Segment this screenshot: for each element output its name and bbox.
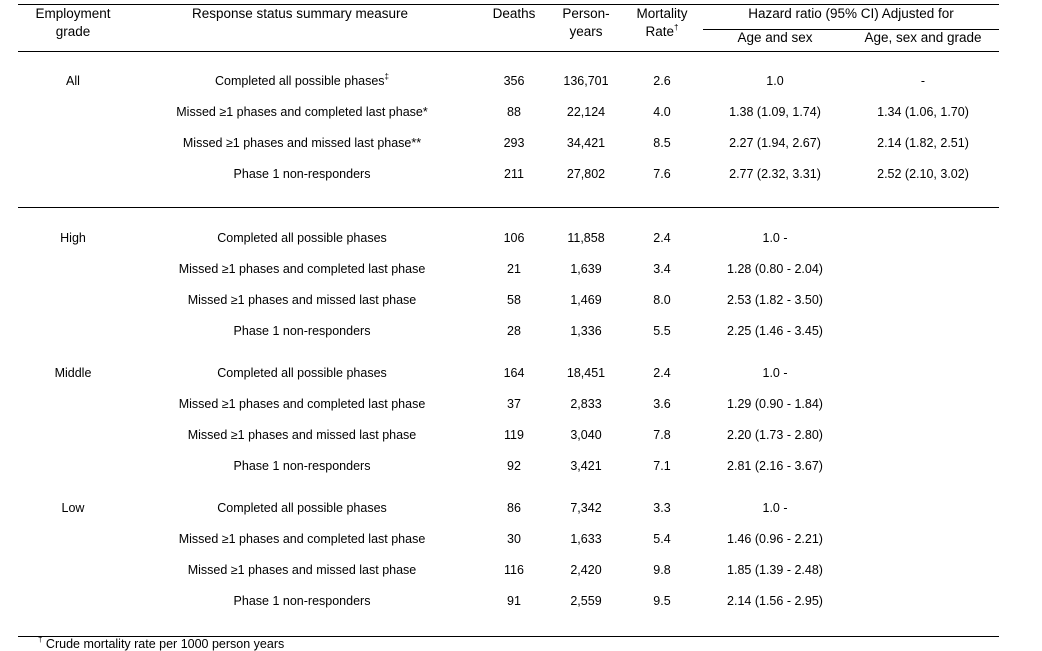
mortality-rate-value: 5.4 bbox=[653, 532, 671, 546]
deaths-value: 106 bbox=[503, 231, 525, 245]
measure-text: Completed all possible phases bbox=[215, 74, 385, 88]
measure-text: Phase 1 non-responders bbox=[233, 594, 371, 608]
header-mortality-rate: Mortality Rate† bbox=[636, 6, 688, 39]
mortality-rate-value: 7.1 bbox=[653, 459, 671, 473]
mortality-rate-value: 2.4 bbox=[653, 231, 671, 245]
hazard-ratio-age-sex: 2.53 (1.82 - 3.50) bbox=[727, 293, 823, 307]
hazard-ratio-age-sex: 1.29 (0.90 - 1.84) bbox=[727, 397, 823, 411]
hazard-ratio-age-sex: 1.85 (1.39 - 2.48) bbox=[727, 563, 823, 577]
deaths-value: 164 bbox=[503, 366, 525, 380]
header-response-status: Response status summary measure bbox=[191, 6, 409, 21]
hazard-ratio-age-sex: 2.14 (1.56 - 2.95) bbox=[727, 594, 823, 608]
response-status-measure bbox=[179, 262, 426, 276]
header-person-years: Person- years bbox=[562, 6, 610, 39]
person-years-value: 7,342 bbox=[570, 501, 602, 515]
deaths-value: 28 bbox=[507, 324, 521, 338]
dagger-mark: † bbox=[674, 22, 679, 32]
mortality-rate-value: 7.6 bbox=[653, 167, 671, 181]
deaths-value: 21 bbox=[507, 262, 521, 276]
response-status-measure bbox=[179, 397, 426, 411]
measure-text: Phase 1 non-responders bbox=[233, 167, 371, 181]
employment-grade-label: Middle bbox=[54, 366, 92, 380]
mortality-rate-value: 9.5 bbox=[653, 594, 671, 608]
employment-grade-label: Low bbox=[61, 501, 85, 515]
person-years-value: 3,421 bbox=[570, 459, 602, 473]
header-bottom-rule bbox=[18, 51, 999, 52]
mortality-rate-value: 3.6 bbox=[653, 397, 671, 411]
person-years-value: 1,469 bbox=[570, 293, 602, 307]
mortality-rate-value: 8.0 bbox=[653, 293, 671, 307]
hazard-ratio-age-sex: 2.81 (2.16 - 3.67) bbox=[727, 459, 823, 473]
measure-text: Missed ≥1 phases and completed last phase* bbox=[176, 105, 428, 119]
response-status-measure bbox=[188, 563, 417, 577]
header-age-sex-grade: Age, sex and grade bbox=[864, 30, 982, 45]
section-rule bbox=[18, 207, 999, 208]
hazard-ratio-age-sex-grade: - bbox=[920, 74, 926, 88]
double-dagger-mark: ‡ bbox=[384, 71, 389, 81]
person-years-value: 34,421 bbox=[566, 136, 606, 150]
person-years-value: 136,701 bbox=[563, 74, 609, 88]
response-status-measure bbox=[217, 366, 387, 380]
header-deaths: Deaths bbox=[492, 6, 536, 21]
response-status-measure bbox=[188, 293, 417, 307]
deaths-value: 119 bbox=[504, 428, 524, 442]
measure-text: Phase 1 non-responders bbox=[233, 324, 371, 338]
measure-text: Missed ≥1 phases and missed last phase bbox=[187, 563, 417, 577]
hazard-ratio-age-sex: 1.46 (0.96 - 2.21) bbox=[727, 532, 823, 546]
deaths-value: 91 bbox=[507, 594, 521, 608]
header-employment-grade: Employment grade bbox=[35, 6, 111, 39]
header-age-and-sex: Age and sex bbox=[737, 30, 813, 45]
hazard-ratio-age-sex: 1.38 (1.09, 1.74) bbox=[729, 105, 821, 119]
response-status-measure bbox=[234, 167, 371, 181]
mortality-rate-value: 2.6 bbox=[653, 74, 671, 88]
deaths-value: 92 bbox=[507, 459, 521, 473]
hazard-ratio-age-sex: 1.0 - bbox=[762, 501, 788, 515]
deaths-value: 86 bbox=[507, 501, 521, 515]
person-years-value: 1,336 bbox=[570, 324, 602, 338]
person-years-value: 2,559 bbox=[570, 594, 602, 608]
mortality-rate-value: 7.8 bbox=[653, 428, 671, 442]
measure-text: Phase 1 non-responders bbox=[233, 459, 371, 473]
deaths-value: 116 bbox=[504, 563, 524, 577]
hazard-ratio-age-sex: 2.20 (1.73 - 2.80) bbox=[727, 428, 823, 442]
hazard-ratio-age-sex: 2.25 (1.46 - 3.45) bbox=[727, 324, 823, 338]
mortality-rate-value: 9.8 bbox=[653, 563, 671, 577]
employment-grade-label: All bbox=[66, 74, 80, 88]
hazard-ratio-age-sex: 2.77 (2.32, 3.31) bbox=[729, 167, 821, 181]
person-years-value: 18,451 bbox=[566, 366, 606, 380]
measure-text: Missed ≥1 phases and completed last phase bbox=[178, 262, 426, 276]
measure-text: Missed ≥1 phases and missed last phase bbox=[187, 293, 417, 307]
measure-text: Completed all possible phases bbox=[217, 231, 387, 245]
hazard-ratio-age-sex: 1.28 (0.80 - 2.04) bbox=[727, 262, 823, 276]
measure-text: Missed ≥1 phases and completed last phase bbox=[178, 532, 426, 546]
mortality-rate-value: 8.5 bbox=[653, 136, 671, 150]
hazard-ratio-age-sex-grade: 1.34 (1.06, 1.70) bbox=[877, 105, 969, 119]
person-years-value: 1,633 bbox=[570, 532, 602, 546]
hazard-ratio-age-sex: 2.27 (1.94, 2.67) bbox=[729, 136, 821, 150]
mortality-rate-value: 3.3 bbox=[653, 501, 671, 515]
footnote-mark: † bbox=[38, 634, 43, 644]
response-status-measure bbox=[217, 501, 387, 515]
mortality-rate-value: 5.5 bbox=[653, 324, 671, 338]
response-status-measure bbox=[234, 324, 371, 338]
person-years-value: 1,639 bbox=[570, 262, 602, 276]
response-status-measure bbox=[179, 532, 426, 546]
person-years-value: 27,802 bbox=[566, 167, 606, 181]
measure-text: Completed all possible phases bbox=[217, 366, 387, 380]
mortality-rate-value: 4.0 bbox=[653, 105, 671, 119]
response-status-measure bbox=[234, 459, 371, 473]
footnote bbox=[38, 634, 285, 651]
measure-text: Missed ≥1 phases and completed last phase bbox=[178, 397, 426, 411]
response-status-measure bbox=[217, 231, 387, 245]
measure-text: Completed all possible phases bbox=[217, 501, 387, 515]
header-hazard-ratio: Hazard ratio (95% CI) Adjusted for bbox=[748, 6, 954, 21]
mortality-rate-value: 3.4 bbox=[653, 262, 671, 276]
deaths-value: 37 bbox=[507, 397, 521, 411]
deaths-value: 211 bbox=[504, 167, 524, 181]
measure-text: Missed ≥1 phases and missed last phase** bbox=[182, 136, 422, 150]
person-years-value: 22,124 bbox=[566, 105, 606, 119]
response-status-measure bbox=[183, 136, 421, 150]
deaths-value: 356 bbox=[503, 74, 525, 88]
mortality-rate-value: 2.4 bbox=[653, 366, 671, 380]
response-status-measure bbox=[234, 594, 371, 608]
hazard-ratio-age-sex-grade: 2.52 (2.10, 3.02) bbox=[877, 167, 969, 181]
hazard-ratio-age-sex: 1.0 - bbox=[762, 231, 788, 245]
person-years-value: 3,040 bbox=[570, 428, 602, 442]
person-years-value: 2,420 bbox=[570, 563, 602, 577]
hazard-ratio-age-sex: 1.0 - bbox=[762, 366, 788, 380]
response-status-measure bbox=[215, 71, 389, 88]
response-status-measure bbox=[176, 105, 427, 119]
footnote-text: Crude mortality rate per 1000 person years bbox=[42, 637, 285, 651]
hazard-ratio-age-sex-grade: 2.14 (1.82, 2.51) bbox=[877, 136, 969, 150]
measure-text: Missed ≥1 phases and missed last phase bbox=[187, 428, 417, 442]
deaths-value: 88 bbox=[507, 105, 521, 119]
deaths-value: 58 bbox=[507, 293, 521, 307]
hazard-ratio-age-sex: 1.0 bbox=[766, 74, 784, 88]
deaths-value: 293 bbox=[503, 136, 525, 150]
person-years-value: 2,833 bbox=[570, 397, 602, 411]
employment-grade-label: High bbox=[60, 231, 86, 245]
deaths-value: 30 bbox=[507, 532, 521, 546]
response-status-measure bbox=[188, 428, 417, 442]
person-years-value: 11,858 bbox=[567, 231, 605, 245]
